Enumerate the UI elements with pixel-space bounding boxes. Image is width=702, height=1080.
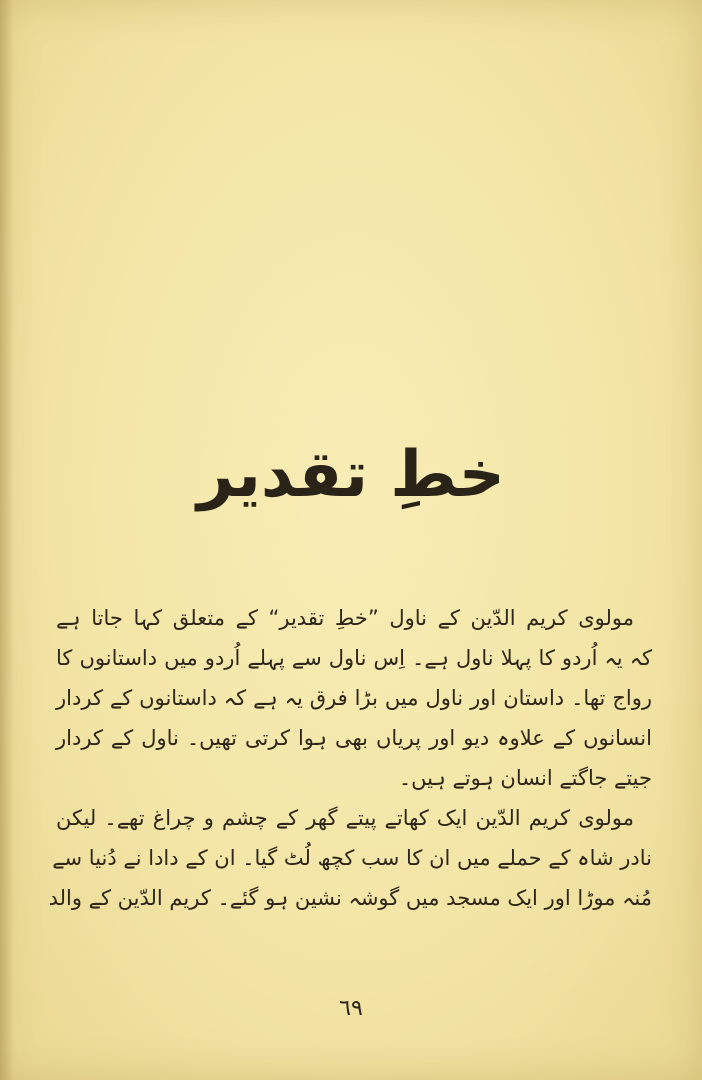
text-line: انسانوں کے علاوہ دیو اور پریاں بھی ہوا کرتی تھیں۔ ناول کے کردار: [56, 726, 652, 750]
page-spine-shadow: [0, 0, 14, 1080]
page-number: ٦٩: [339, 996, 363, 1021]
text-line: کہ یہ اُردو کا پہلا ناول ہے۔ اِس ناول سے پہلے اُردو میں داستانوں کا: [56, 646, 652, 670]
text-line: جیتے جاگتے انسان ہوتے ہیں۔: [398, 766, 652, 790]
text-line: مولوی کریم الدّین کے ناول ”خطِ تقدیر“ کے متعلق کہا جاتا ہے: [56, 606, 634, 630]
text-line: مُنہ موڑا اور ایک مسجد میں گوشہ نشین ہو گئے۔ کریم الدّین کے والد: [48, 886, 652, 910]
chapter-title: خطِ تقدیر: [197, 438, 505, 512]
body-text: [48, 598, 652, 918]
text-line: رواج تھا۔ داستان اور ناول میں بڑا فرق یہ ہے کہ داستانوں کے کردار: [56, 686, 652, 710]
text-line: مولوی کریم الدّین ایک کھاتے پیتے گھر کے چشم و چراغ تھے۔ لیکن: [56, 806, 634, 830]
text-line: نادر شاہ کے حملے میں ان کا سب کچھ لُٹ گیا۔ ان کے دادا نے دُنیا سے: [52, 846, 652, 870]
